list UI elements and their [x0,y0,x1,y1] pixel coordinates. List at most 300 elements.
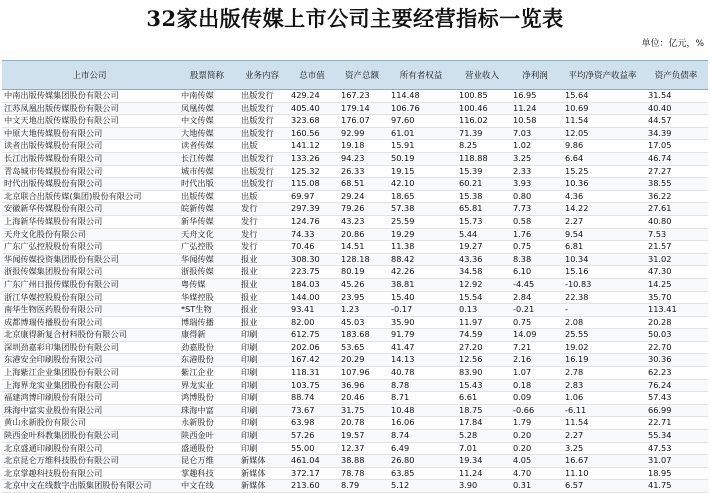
debt-ratio: 47.30 [644,266,708,279]
company-name: 上海新华传媒股份有限公司 [2,215,177,228]
owner-equity: 88.42 [387,253,455,266]
stock-abbr: 读者传媒 [177,140,237,153]
table-row [2,278,708,291]
market-cap: 297.39 [287,203,337,216]
revenue: 100.85 [455,90,509,103]
business-type: 印刷 [237,417,287,430]
company-name: 时代出版传媒股份有限公司 [2,178,177,191]
company-name: 北京中文在线数字出版集团股份有限公司 [2,480,177,493]
table-row [2,291,708,304]
avg-roe: 2.27 [561,215,644,228]
header-row [2,61,708,90]
stock-abbr: 鸿博股份 [177,392,237,405]
unit-label: 单位：亿元，% [641,39,704,49]
owner-equity: 114.48 [387,90,455,103]
debt-ratio: 18.95 [644,467,708,480]
net-profit: 4.05 [509,455,561,468]
market-cap: 308.30 [287,253,337,266]
table-row [2,140,708,153]
net-profit: 10.58 [509,115,561,128]
owner-equity: 38.81 [387,278,455,291]
debt-ratio: 76.24 [644,379,708,392]
business-type: 印刷 [237,341,287,354]
business-type: 出版发行 [237,102,287,115]
revenue: 83.90 [455,367,509,380]
avg-roe: -6.11 [561,404,644,417]
market-cap: 69.97 [287,190,337,203]
table-row [2,203,708,216]
total-assets: 128.18 [337,253,387,266]
avg-roe: 15.25 [561,165,644,178]
company-name: 上海界龙实业集团股份有限公司 [2,379,177,392]
table-row [2,467,708,480]
company-name: 安徽新华传媒股份有限公司 [2,203,177,216]
business-type: 新媒体 [237,467,287,480]
stock-abbr: 新华传媒 [177,215,237,228]
stock-abbr: 中文传媒 [177,115,237,128]
stock-abbr: 广弘控股 [177,241,237,254]
net-profit: 7.73 [509,203,561,216]
business-type: 印刷 [237,329,287,342]
owner-equity: 91.79 [387,329,455,342]
avg-roe: 10.36 [561,178,644,191]
business-type: 新媒体 [237,455,287,468]
market-cap: 118.31 [287,367,337,380]
business-type: 报业 [237,316,287,329]
stock-abbr: 华媒控股 [177,291,237,304]
debt-ratio: 44.57 [644,115,708,128]
business-type: 出版 [237,140,287,153]
market-cap: 55.00 [287,442,337,455]
stock-abbr: 界龙实业 [177,379,237,392]
table-row [2,316,708,329]
debt-ratio: 30.36 [644,354,708,367]
header-revenue: 营业收入 [455,61,509,90]
total-assets: 20.29 [337,354,387,367]
company-name: 北京盛通印刷股份有限公司 [2,442,177,455]
table-row [2,455,708,468]
business-type: 发行 [237,215,287,228]
market-cap: 82.00 [287,316,337,329]
owner-equity: -0.17 [387,304,455,317]
revenue: 65.81 [455,203,509,216]
table-row [2,417,708,430]
table-row [2,178,708,191]
net-profit: 0.31 [509,480,561,493]
market-cap: 167.42 [287,354,337,367]
table-row [2,480,708,493]
net-profit: 0.58 [509,215,561,228]
stock-abbr: 皖新传媒 [177,203,237,216]
owner-equity: 16.06 [387,417,455,430]
market-cap: 57.26 [287,430,337,443]
total-assets: 1.23 [337,304,387,317]
net-profit: 0.09 [509,392,561,405]
company-name: 浙报传媒集团股份有限公司 [2,266,177,279]
table-row [2,241,708,254]
company-name: 浙江华媒控股股份有限公司 [2,291,177,304]
avg-roe: - [561,304,644,317]
revenue: 100.46 [455,102,509,115]
owner-equity: 8.74 [387,430,455,443]
debt-ratio: 14.25 [644,278,708,291]
header-total-assets: 资产总额 [337,61,387,90]
debt-ratio: 22.71 [644,417,708,430]
owner-equity: 42.26 [387,266,455,279]
debt-ratio: 22.70 [644,341,708,354]
debt-ratio: 20.28 [644,316,708,329]
table-row [2,329,708,342]
avg-roe: 3.25 [561,442,644,455]
avg-roe: 1.06 [561,392,644,405]
total-assets: 36.96 [337,379,387,392]
total-assets: 23.95 [337,291,387,304]
avg-roe: 15.16 [561,266,644,279]
business-type: 印刷 [237,392,287,405]
avg-roe: 2.78 [561,367,644,380]
net-profit: 0.20 [509,442,561,455]
company-name: 青岛城市传媒股份有限公司 [2,165,177,178]
owner-equity: 35.90 [387,316,455,329]
avg-roe: 16.19 [561,354,644,367]
debt-ratio: 40.40 [644,102,708,115]
market-cap: 405.40 [287,102,337,115]
revenue: 15.73 [455,215,509,228]
total-assets: 20.46 [337,392,387,405]
table-row [2,165,708,178]
business-type: 报业 [237,291,287,304]
avg-roe: 19.02 [561,341,644,354]
revenue: 118.88 [455,152,509,165]
market-cap: 124.76 [287,215,337,228]
owner-equity: 11.38 [387,241,455,254]
net-profit: 6.10 [509,266,561,279]
debt-ratio: 34.39 [644,127,708,140]
stock-abbr: 长江传媒 [177,152,237,165]
revenue: 3.90 [455,480,509,493]
avg-roe: 11.10 [561,467,644,480]
avg-roe: 25.55 [561,329,644,342]
stock-abbr: 时代出版 [177,178,237,191]
debt-ratio: 17.05 [644,140,708,153]
total-assets: 38.88 [337,455,387,468]
owner-equity: 8.78 [387,379,455,392]
avg-roe: 6.57 [561,480,644,493]
owner-equity: 5.12 [387,480,455,493]
net-profit: -0.21 [509,304,561,317]
stock-abbr: 掌趣科技 [177,467,237,480]
revenue: 19.34 [455,455,509,468]
net-profit: 1.76 [509,228,561,241]
avg-roe: 9.54 [561,228,644,241]
total-assets: 92.99 [337,127,387,140]
owner-equity: 19.29 [387,228,455,241]
stock-abbr: 博瑞传播 [177,316,237,329]
market-cap: 223.75 [287,266,337,279]
stock-abbr: 凤凰传媒 [177,102,237,115]
table-row [2,152,708,165]
company-name: 上海紫江企业集团股份有限公司 [2,367,177,380]
owner-equity: 61.01 [387,127,455,140]
company-name: 珠海中富实业股份有限公司 [2,404,177,417]
avg-roe: 6.81 [561,241,644,254]
net-profit: 0.75 [509,241,561,254]
revenue: 71.39 [455,127,509,140]
owner-equity: 40.78 [387,367,455,380]
total-assets: 179.14 [337,102,387,115]
total-assets: 12.37 [337,442,387,455]
company-name: 陕西金叶科教集团股份有限公司 [2,430,177,443]
revenue: 34.58 [455,266,509,279]
owner-equity: 63.85 [387,467,455,480]
stock-abbr: 中文在线 [177,480,237,493]
revenue: 15.54 [455,291,509,304]
debt-ratio: 7.53 [644,228,708,241]
net-profit: 0.20 [509,430,561,443]
company-name: 长江出版传媒股份有限公司 [2,152,177,165]
total-assets: 107.96 [337,367,387,380]
stock-abbr: 粤传媒 [177,278,237,291]
total-assets: 20.86 [337,228,387,241]
debt-ratio: 31.02 [644,253,708,266]
company-name: 中南出版传媒集团股份有限公司 [2,90,177,103]
market-cap: 74.33 [287,228,337,241]
debt-ratio: 38.55 [644,178,708,191]
stock-abbr: 永新股份 [177,417,237,430]
header-net-profit: 净利润 [509,61,561,90]
avg-roe: 11.54 [561,115,644,128]
company-name: 南华生物医药股份有限公司 [2,304,177,317]
avg-roe: 10.34 [561,253,644,266]
avg-roe: 22.38 [561,291,644,304]
net-profit: 3.25 [509,152,561,165]
net-profit: 0.75 [509,316,561,329]
business-type: 报业 [237,253,287,266]
revenue: 15.38 [455,190,509,203]
total-assets: 45.26 [337,278,387,291]
owner-equity: 18.65 [387,190,455,203]
table-row [2,115,708,128]
table-row [2,354,708,367]
owner-equity: 15.40 [387,291,455,304]
net-profit: 7.21 [509,341,561,354]
avg-roe: 2.08 [561,316,644,329]
net-profit: 14.09 [509,329,561,342]
total-assets: 20.78 [337,417,387,430]
net-profit: 3.93 [509,178,561,191]
revenue: 12.56 [455,354,509,367]
revenue: 116.02 [455,115,509,128]
owner-equity: 26.80 [387,455,455,468]
stock-abbr: 劲嘉股份 [177,341,237,354]
table-row [2,253,708,266]
revenue: 11.24 [455,467,509,480]
debt-ratio: 27.61 [644,203,708,216]
market-cap: 115.08 [287,178,337,191]
company-name: 读者出版传媒股份有限公司 [2,140,177,153]
business-type: 印刷 [237,379,287,392]
net-profit: 0.18 [509,379,561,392]
stock-abbr: 出版传媒 [177,190,237,203]
revenue: 7.01 [455,442,509,455]
debt-ratio: 62.23 [644,367,708,380]
business-type: 印刷 [237,367,287,380]
stock-abbr: 华闻传媒 [177,253,237,266]
market-cap: 70.46 [287,241,337,254]
company-name: 华闻传媒投资集团股份有限公司 [2,253,177,266]
debt-ratio: 57.43 [644,392,708,405]
table-row [2,367,708,380]
avg-roe: 14.22 [561,203,644,216]
business-type: 报业 [237,304,287,317]
market-cap: 213.60 [287,480,337,493]
company-name: 广东广弘控股股份有限公司 [2,241,177,254]
total-assets: 183.68 [337,329,387,342]
net-profit: 7.03 [509,127,561,140]
table-row [2,190,708,203]
avg-roe: 2.83 [561,379,644,392]
owner-equity: 42.10 [387,178,455,191]
table-row [2,392,708,405]
stock-abbr: 浙报传媒 [177,266,237,279]
total-assets: 43.23 [337,215,387,228]
revenue: 19.27 [455,241,509,254]
total-assets: 29.24 [337,190,387,203]
market-cap: 461.04 [287,455,337,468]
business-type: 报业 [237,278,287,291]
market-cap: 125.32 [287,165,337,178]
table-row [2,215,708,228]
net-profit: 2.33 [509,165,561,178]
business-type: 出版 [237,190,287,203]
revenue: 12.92 [455,278,509,291]
total-assets: 167.23 [337,90,387,103]
company-name: 东港安全印刷股份有限公司 [2,354,177,367]
revenue: 5.44 [455,228,509,241]
revenue: 5.28 [455,430,509,443]
market-cap: 323.68 [287,115,337,128]
avg-roe: 4.36 [561,190,644,203]
stock-abbr: 大地传媒 [177,127,237,140]
table-body [2,90,708,493]
company-name: 中文天地出版传媒股份有限公司 [2,115,177,128]
business-type: 印刷 [237,430,287,443]
header-company: 上市公司 [2,61,177,90]
business-type: 发行 [237,228,287,241]
market-cap: 93.41 [287,304,337,317]
debt-ratio: 113.41 [644,304,708,317]
stock-abbr: 天舟文化 [177,228,237,241]
page-title: 32家出版传媒上市公司主要经营指标一览表 [146,6,564,31]
market-cap: 612.75 [287,329,337,342]
debt-ratio: 35.70 [644,291,708,304]
header-equity: 所有者权益 [387,61,455,90]
company-name: 福建鸿博印刷股份有限公司 [2,392,177,405]
net-profit: 1.07 [509,367,561,380]
table-row [2,442,708,455]
company-name: 中原大地传媒股份有限公司 [2,127,177,140]
total-assets: 14.51 [337,241,387,254]
business-type: 新媒体 [237,480,287,493]
header-ticker: 股票简称 [177,61,237,90]
revenue: 60.21 [455,178,509,191]
total-assets: 45.03 [337,316,387,329]
company-name: 北京康得新复合材料股份有限公司 [2,329,177,342]
debt-ratio: 31.07 [644,455,708,468]
revenue: 15.43 [455,379,509,392]
market-cap: 372.17 [287,467,337,480]
business-type: 报业 [237,266,287,279]
company-name: 北京昆仑万维科技股份有限公司 [2,455,177,468]
total-assets: 31.75 [337,404,387,417]
company-name: 北京联合出版传媒(集团)股份有限公司 [2,190,177,203]
business-type: 出版发行 [237,127,287,140]
company-name: 广东广州日报传媒股份有限公司 [2,278,177,291]
debt-ratio: 50.03 [644,329,708,342]
market-cap: 160.56 [287,127,337,140]
header-roe: 平均净资产收益率 [561,61,644,90]
avg-roe: 16.67 [561,455,644,468]
total-assets: 79.26 [337,203,387,216]
debt-ratio: 66.99 [644,404,708,417]
stock-abbr: 中南传媒 [177,90,237,103]
debt-ratio: 55.34 [644,430,708,443]
table-row [2,430,708,443]
debt-ratio: 46.74 [644,152,708,165]
revenue: 15.39 [455,165,509,178]
stock-abbr: 东港股份 [177,354,237,367]
total-assets: 19.57 [337,430,387,443]
total-assets: 8.79 [337,480,387,493]
owner-equity: 10.48 [387,404,455,417]
company-name: 黄山永新股份有限公司 [2,417,177,430]
avg-roe: 2.27 [561,430,644,443]
table-row [2,304,708,317]
stock-abbr: 盛通股份 [177,442,237,455]
avg-roe: -10.83 [561,278,644,291]
market-cap: 73.67 [287,404,337,417]
debt-ratio: 47.53 [644,442,708,455]
total-assets: 80.19 [337,266,387,279]
business-type: 印刷 [237,354,287,367]
business-type: 出版发行 [237,178,287,191]
business-type: 印刷 [237,442,287,455]
owner-equity: 97.60 [387,115,455,128]
header-business: 业务内容 [237,61,287,90]
owner-equity: 25.59 [387,215,455,228]
debt-ratio: 41.75 [644,480,708,493]
business-type: 发行 [237,241,287,254]
company-name: 江苏凤凰出版传媒股份有限公司 [2,102,177,115]
stock-abbr: 紫江企业 [177,367,237,380]
avg-roe: 15.64 [561,90,644,103]
debt-ratio: 27.27 [644,165,708,178]
owner-equity: 6.49 [387,442,455,455]
avg-roe: 6.64 [561,152,644,165]
market-cap: 429.24 [287,90,337,103]
stock-abbr: *ST生物 [177,304,237,317]
net-profit: 2.84 [509,291,561,304]
net-profit: -0.66 [509,404,561,417]
owner-equity: 15.91 [387,140,455,153]
debt-ratio: 31.54 [644,90,708,103]
company-name: 深圳劲嘉彩印集团股份有限公司 [2,341,177,354]
stock-abbr: 城市传媒 [177,165,237,178]
table-row [2,266,708,279]
owner-equity: 8.71 [387,392,455,405]
owner-equity: 14.13 [387,354,455,367]
total-assets: 176.07 [337,115,387,128]
